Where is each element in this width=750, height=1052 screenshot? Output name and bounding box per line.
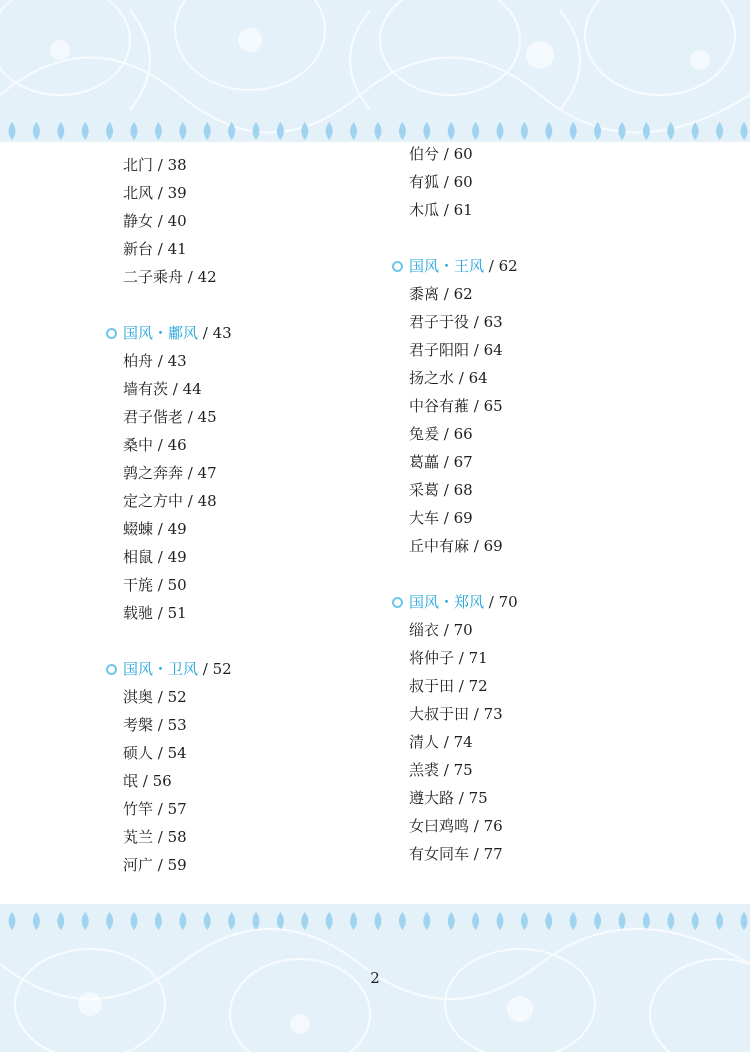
entry-page-number: 60 [453, 145, 473, 163]
toc-entry [392, 620, 473, 640]
lace-drop-icon [179, 912, 186, 930]
entry-page-number: 51 [167, 604, 187, 622]
entry-page-number: 68 [453, 481, 473, 499]
page-separator: / [484, 257, 499, 275]
lace-drop-icon [106, 122, 113, 140]
entry-title: 鹑之奔奔 [123, 464, 184, 482]
circle-bullet-icon [106, 664, 117, 675]
page-separator: / [153, 548, 168, 566]
lace-drop-icon [619, 912, 626, 930]
entry-page-number: 74 [453, 733, 473, 751]
toc-entry [106, 799, 187, 819]
toc-entry [106, 575, 187, 595]
lace-drop-icon [570, 122, 577, 140]
entry-title: 芄兰 [123, 828, 154, 846]
entry-page-number: 77 [483, 845, 503, 863]
lace-drop-icon [82, 912, 89, 930]
toc-entry [392, 424, 473, 444]
entry-page-number: 38 [167, 156, 187, 174]
entry-page-number: 46 [167, 436, 187, 454]
lace-drop-icon [594, 912, 601, 930]
toc-entry [392, 368, 488, 388]
entry-title: 遵大路 [409, 789, 455, 807]
page-separator: / [469, 705, 484, 723]
toc-entry [392, 396, 503, 416]
lace-drop-icon [57, 912, 64, 930]
toc-entry [392, 536, 503, 556]
entry-page-number: 72 [468, 677, 488, 695]
toc-entry [106, 407, 217, 427]
page-separator: / [439, 453, 454, 471]
entry-title: 清人 [409, 733, 440, 751]
page-separator: / [439, 733, 454, 751]
lace-drop-icon [350, 122, 357, 140]
lace-drop-icon [643, 912, 650, 930]
toc-entry [106, 379, 202, 399]
page-separator: / [469, 397, 484, 415]
entry-page-number: 40 [167, 212, 187, 230]
page-separator: / [183, 492, 198, 510]
lace-drop-icon [545, 122, 552, 140]
page-separator: / [439, 509, 454, 527]
entry-page-number: 45 [197, 408, 217, 426]
entry-page-number: 41 [167, 240, 187, 258]
circle-bullet-icon [106, 328, 117, 339]
toc-entry [392, 312, 503, 332]
page-separator: / [439, 481, 454, 499]
toc-entry [392, 704, 503, 724]
entry-title: 兔爰 [409, 425, 440, 443]
page-separator: / [168, 380, 183, 398]
page-separator: / [198, 660, 213, 678]
lace-drop-icon [497, 122, 504, 140]
entry-page-number: 52 [212, 660, 232, 678]
page-separator: / [153, 436, 168, 454]
entry-title: 考槃 [123, 716, 154, 734]
page-separator: / [469, 845, 484, 863]
entry-title: 北门 [123, 156, 154, 174]
lace-drop-icon [301, 122, 308, 140]
lace-drop-icon [155, 122, 162, 140]
toc-entry [392, 760, 473, 780]
page-separator: / [153, 716, 168, 734]
entry-title: 硕人 [123, 744, 154, 762]
entry-page-number: 44 [182, 380, 202, 398]
lace-drop-icon [350, 912, 357, 930]
page-separator: / [153, 828, 168, 846]
page-number: 2 [370, 969, 380, 987]
lace-drop-icon [57, 122, 64, 140]
lace-drop-icon [204, 122, 211, 140]
toc-entry [106, 211, 187, 231]
toc-entry [392, 172, 473, 192]
lace-drop-icon [423, 122, 430, 140]
entry-page-number: 66 [453, 425, 473, 443]
entry-title: 竹竿 [123, 800, 154, 818]
lace-drop-icon [472, 912, 479, 930]
entry-page-number: 63 [483, 313, 503, 331]
toc-entry [392, 144, 473, 164]
lace-drop-icon [33, 122, 40, 140]
page-separator: / [183, 464, 198, 482]
lace-drop-icon [155, 912, 162, 930]
entry-title: 大车 [409, 509, 440, 527]
entry-title: 缁衣 [409, 621, 440, 639]
entry-title: 蝃蝀 [123, 520, 154, 538]
entry-title: 大叔于田 [409, 705, 470, 723]
lace-drop-icon [253, 122, 260, 140]
entry-page-number: 43 [212, 324, 232, 342]
lace-drop-icon [643, 122, 650, 140]
entry-page-number: 62 [453, 285, 473, 303]
toc-entry [106, 827, 187, 847]
toc-entry [106, 547, 187, 567]
lace-drop-icon [204, 912, 211, 930]
entry-title: 羔裘 [409, 761, 440, 779]
entry-page-number: 62 [498, 257, 518, 275]
entry-page-number: 47 [197, 464, 217, 482]
page-separator: / [469, 313, 484, 331]
page-separator: / [439, 761, 454, 779]
entry-page-number: 49 [167, 520, 187, 538]
page-separator: / [153, 800, 168, 818]
page-separator: / [153, 604, 168, 622]
entry-page-number: 61 [453, 201, 473, 219]
entry-page-number: 69 [483, 537, 503, 555]
lace-drop-icon [326, 912, 333, 930]
page-separator: / [439, 285, 454, 303]
page-separator: / [454, 649, 469, 667]
lace-drop-icon [741, 122, 748, 140]
section-title: 国风・鄘风 [123, 324, 199, 342]
entry-page-number: 53 [167, 716, 187, 734]
entry-page-number: 56 [152, 772, 172, 790]
lace-drop-icon [179, 122, 186, 140]
page-separator: / [153, 856, 168, 874]
toc-entry [106, 267, 217, 287]
toc-entry [392, 788, 488, 808]
lace-drop-icon [326, 122, 333, 140]
toc-entry [106, 743, 187, 763]
lace-drop-icon [497, 912, 504, 930]
toc-section-heading [106, 659, 232, 679]
entry-page-number: 64 [483, 341, 503, 359]
entry-title: 黍离 [409, 285, 440, 303]
entry-title: 相鼠 [123, 548, 154, 566]
toc-entry [392, 648, 488, 668]
entry-title: 葛藟 [409, 453, 440, 471]
page-separator: / [439, 201, 454, 219]
entry-title: 载驰 [123, 604, 154, 622]
entry-title: 木瓜 [409, 201, 440, 219]
toc-entry [392, 732, 473, 752]
lace-drop-icon [33, 912, 40, 930]
page-separator: / [153, 184, 168, 202]
page-separator: / [183, 408, 198, 426]
page-separator: / [153, 744, 168, 762]
lace-drop-icon [423, 912, 430, 930]
toc-entry [106, 183, 187, 203]
toc-entry [106, 603, 187, 623]
entry-page-number: 57 [167, 800, 187, 818]
entry-title: 女曰鸡鸣 [409, 817, 470, 835]
entry-title: 叔于田 [409, 677, 455, 695]
lace-drop-icon [301, 912, 308, 930]
lace-drop-icon [619, 122, 626, 140]
entry-title: 君子阳阳 [409, 341, 470, 359]
page-separator: / [469, 817, 484, 835]
toc-section-heading [392, 592, 518, 612]
lace-drop-icon [472, 122, 479, 140]
entry-title: 君子偕老 [123, 408, 184, 426]
section-title: 国风・郑风 [409, 593, 485, 611]
entry-title: 静女 [123, 212, 154, 230]
lace-drop-icon [716, 912, 723, 930]
lace-drop-icon [692, 122, 699, 140]
toc-entry [392, 480, 473, 500]
toc-entry [392, 844, 503, 864]
lace-drop-icon [521, 912, 528, 930]
section-title: 国风・卫风 [123, 660, 199, 678]
entry-page-number: 39 [167, 184, 187, 202]
page-separator: / [454, 789, 469, 807]
entry-title: 定之方中 [123, 492, 184, 510]
entry-title: 干旄 [123, 576, 154, 594]
lace-drop-icon [448, 912, 455, 930]
toc-entry [392, 508, 473, 528]
entry-title: 新台 [123, 240, 154, 258]
page-separator: / [153, 352, 168, 370]
entry-page-number: 64 [468, 369, 488, 387]
lace-drop-icon [667, 912, 674, 930]
entry-title: 桑中 [123, 436, 154, 454]
lace-drop-icon [131, 912, 138, 930]
entry-page-number: 43 [167, 352, 187, 370]
page-separator: / [153, 576, 168, 594]
lace-drop-icon [594, 122, 601, 140]
entry-title: 有女同车 [409, 845, 470, 863]
page-separator: / [198, 324, 213, 342]
lace-drop-icon [692, 912, 699, 930]
toc-entry [106, 435, 187, 455]
lace-drop-icon [448, 122, 455, 140]
top-decorative-band [0, 0, 750, 142]
entry-page-number: 76 [483, 817, 503, 835]
entry-page-number: 50 [167, 576, 187, 594]
entry-page-number: 67 [453, 453, 473, 471]
toc-entry [106, 715, 187, 735]
entry-title: 墙有茨 [123, 380, 169, 398]
page-separator: / [138, 772, 153, 790]
lace-drop-icon [399, 912, 406, 930]
lace-drop-icon [375, 912, 382, 930]
page-separator: / [454, 677, 469, 695]
lace-drop-icon [570, 912, 577, 930]
lace-drop-icon [106, 912, 113, 930]
page-separator: / [484, 593, 499, 611]
toc-entry [106, 463, 217, 483]
page-separator: / [469, 341, 484, 359]
entry-page-number: 70 [453, 621, 473, 639]
toc-entry [106, 491, 217, 511]
page-separator: / [153, 520, 168, 538]
entry-page-number: 59 [167, 856, 187, 874]
toc-entry [106, 687, 187, 707]
entry-page-number: 71 [468, 649, 488, 667]
entry-page-number: 58 [167, 828, 187, 846]
entry-page-number: 42 [197, 268, 217, 286]
lace-drop-icon [716, 122, 723, 140]
entry-title: 将仲子 [409, 649, 455, 667]
toc-entry [106, 155, 187, 175]
toc-entry [106, 771, 172, 791]
entry-title: 有狐 [409, 173, 440, 191]
lace-drop-icon [131, 122, 138, 140]
page-separator: / [153, 240, 168, 258]
toc-entry [106, 351, 187, 371]
entry-title: 淇奥 [123, 688, 154, 706]
lace-drop-icon [9, 912, 16, 930]
page-separator: / [439, 621, 454, 639]
entry-page-number: 48 [197, 492, 217, 510]
lace-drop-icon [253, 912, 260, 930]
entry-page-number: 70 [498, 593, 518, 611]
lace-drop-icon [9, 122, 16, 140]
entry-title: 氓 [123, 772, 139, 790]
lace-drop-icon [399, 122, 406, 140]
lace-drop-icon [741, 912, 748, 930]
toc-section-heading [392, 256, 518, 276]
toc-entry [106, 519, 187, 539]
entry-page-number: 54 [167, 744, 187, 762]
entry-title: 柏舟 [123, 352, 154, 370]
circle-bullet-icon [392, 261, 403, 272]
page-separator: / [454, 369, 469, 387]
entry-title: 河广 [123, 856, 154, 874]
toc-entry [392, 452, 473, 472]
lace-drop-icon [82, 122, 89, 140]
toc-entry [392, 676, 488, 696]
entry-page-number: 65 [483, 397, 503, 415]
lace-drop-icon [228, 912, 235, 930]
toc-entry [106, 855, 187, 875]
top-lace-ornament [0, 0, 750, 142]
toc-entry [106, 239, 187, 259]
entry-title: 北风 [123, 184, 154, 202]
toc-entry [392, 816, 503, 836]
page-separator: / [153, 156, 168, 174]
section-title: 国风・王风 [409, 257, 485, 275]
lace-drop-icon [277, 912, 284, 930]
entry-page-number: 60 [453, 173, 473, 191]
lace-drop-icon [545, 912, 552, 930]
circle-bullet-icon [392, 597, 403, 608]
lace-drop-icon [521, 122, 528, 140]
toc-entry [392, 284, 473, 304]
lace-drop-icon [277, 122, 284, 140]
lace-drop-icon [375, 122, 382, 140]
entry-page-number: 49 [167, 548, 187, 566]
entry-title: 采葛 [409, 481, 440, 499]
page-separator: / [439, 145, 454, 163]
entry-page-number: 69 [453, 509, 473, 527]
entry-page-number: 73 [483, 705, 503, 723]
entry-title: 扬之水 [409, 369, 455, 387]
entry-page-number: 75 [453, 761, 473, 779]
page-separator: / [469, 537, 484, 555]
toc-entry [392, 200, 473, 220]
toc-section-heading [106, 323, 232, 343]
entry-title: 君子于役 [409, 313, 470, 331]
entry-page-number: 52 [167, 688, 187, 706]
page-separator: / [153, 688, 168, 706]
page-separator: / [153, 212, 168, 230]
entry-title: 中谷有蓷 [409, 397, 470, 415]
entry-title: 二子乘舟 [123, 268, 184, 286]
toc-entry [392, 340, 503, 360]
entry-title: 丘中有麻 [409, 537, 470, 555]
entry-page-number: 75 [468, 789, 488, 807]
page-separator: / [439, 425, 454, 443]
entry-title: 伯兮 [409, 145, 440, 163]
lace-drop-icon [667, 122, 674, 140]
page-separator: / [439, 173, 454, 191]
page-separator: / [183, 268, 198, 286]
